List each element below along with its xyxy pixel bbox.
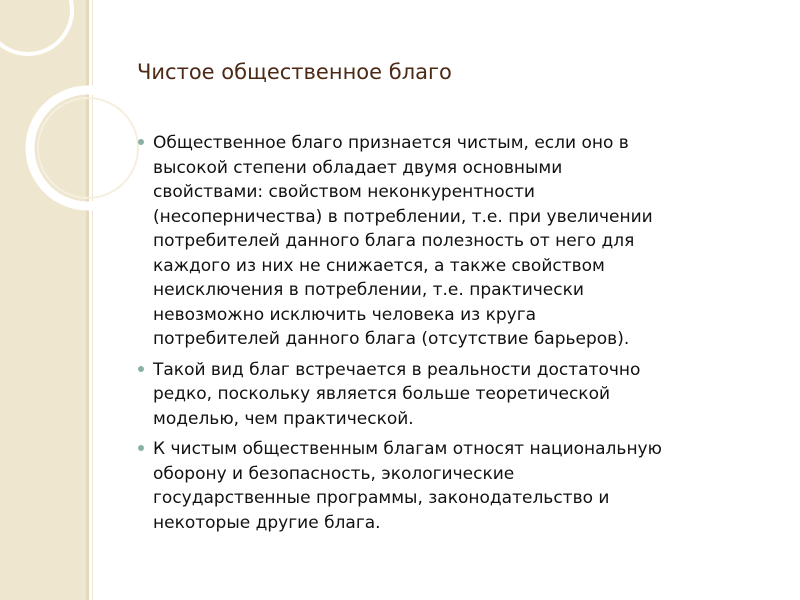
- bullet-line: высокой степени обладает двумя основными: [153, 157, 563, 178]
- decorative-ring-inner: [38, 98, 138, 198]
- bullet-text: [153, 131, 777, 352]
- bullet-dot-icon: [138, 445, 144, 451]
- slide-title: Чистое общественное благо: [137, 60, 452, 84]
- bullet-line: государственные программы, законодательство и: [153, 488, 610, 508]
- decorative-ring-large: [30, 90, 146, 206]
- bullet-line: Такой вид благ встречается в реальности достаточно: [153, 359, 641, 380]
- bullet-line: невозможно исключить человека из круга: [153, 304, 537, 325]
- bullet-dot-icon: [138, 139, 144, 145]
- bullet-line: редко, поскольку является больше теоретической: [153, 384, 611, 404]
- bullet-line: некоторые другие блага.: [153, 512, 381, 533]
- bullet-line: свойствами: свойством неконкурентности: [153, 182, 535, 202]
- bullet-line: оборону и безопасность, экологические: [153, 463, 515, 484]
- bullet-text: [153, 437, 777, 535]
- bullet-item: [137, 437, 777, 535]
- bullet-line: моделью, чем практической.: [153, 408, 414, 429]
- bullet-text: [153, 358, 777, 432]
- bullet-line: К чистым общественным благам относят национальную: [153, 439, 662, 459]
- bullet-line: потребителей данного блага полезность от него для: [153, 231, 635, 251]
- bullet-item: [137, 131, 777, 352]
- decorative-ring-top: [0, 0, 72, 54]
- bullet-item: [137, 358, 777, 432]
- bullet-line: потребителей данного блага (отсутствие барьеров).: [153, 329, 630, 349]
- decorative-rings: [0, 0, 160, 240]
- bullet-line: неисключения в потреблении, т.е. практически: [153, 280, 584, 300]
- bullet-line: (несоперничества) в потреблении, т.е. при увеличении: [153, 206, 653, 227]
- bullet-line: каждого из них не снижается, а также свойством: [153, 255, 605, 276]
- bullet-line: Общественное благо признается чистым, если оно в: [153, 133, 629, 153]
- bullet-list: [137, 131, 777, 541]
- bullet-dot-icon: [138, 366, 144, 372]
